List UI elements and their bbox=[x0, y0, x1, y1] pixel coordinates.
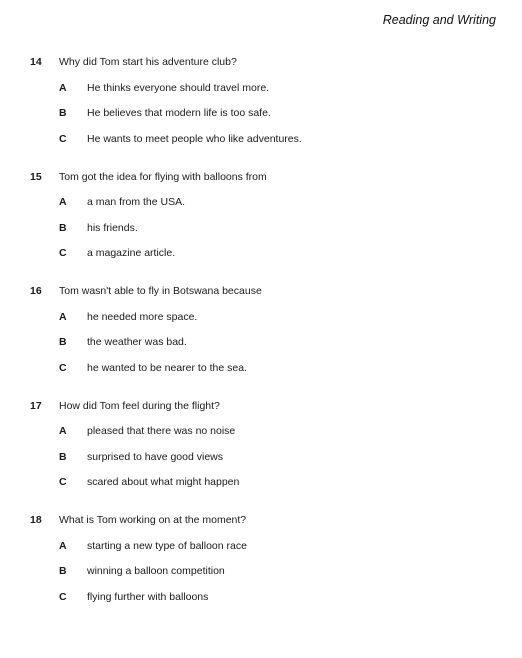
question-text: Why did Tom start his adventure club? bbox=[59, 56, 237, 68]
option-a bbox=[30, 422, 500, 440]
option-c bbox=[30, 588, 500, 606]
option-text: starting a new type of balloon race bbox=[87, 539, 247, 552]
option-text: He thinks everyone should travel more. bbox=[87, 81, 270, 94]
option-letter: A bbox=[59, 539, 67, 552]
option-c bbox=[30, 359, 500, 377]
option-letter: B bbox=[59, 107, 67, 119]
option-text: flying further with balloons bbox=[87, 590, 209, 603]
question-number: 18 bbox=[30, 514, 42, 526]
option-letter: B bbox=[59, 336, 67, 348]
question-text: Tom wasn't able to fly in Botswana because bbox=[59, 285, 262, 297]
option-letter: C bbox=[59, 590, 67, 603]
option-text: scared about what might happen bbox=[87, 476, 240, 488]
option-letter: A bbox=[59, 196, 67, 208]
question-14 bbox=[30, 53, 500, 168]
option-b bbox=[30, 219, 500, 237]
option-text: his friends. bbox=[87, 221, 138, 234]
option-text: he wanted to be nearer to the sea. bbox=[87, 361, 247, 374]
option-b bbox=[30, 333, 500, 351]
option-letter: A bbox=[59, 310, 67, 323]
option-letter: C bbox=[59, 361, 67, 374]
option-a bbox=[30, 193, 500, 211]
question-text: How did Tom feel during the flight? bbox=[59, 399, 220, 412]
question-number: 14 bbox=[30, 56, 42, 68]
option-text: surprised to have good views bbox=[87, 450, 223, 463]
question-15 bbox=[30, 168, 500, 283]
question-stem bbox=[30, 511, 500, 529]
option-text: He wants to meet people who like adventures. bbox=[87, 132, 302, 145]
page-header-title: Reading and Writing bbox=[382, 13, 496, 27]
question-18 bbox=[30, 511, 500, 626]
option-text: a magazine article. bbox=[87, 247, 176, 259]
question-stem bbox=[30, 397, 500, 415]
option-letter: C bbox=[59, 247, 67, 259]
question-text: Tom got the idea for flying with balloons from bbox=[59, 170, 267, 183]
option-text: winning a balloon competition bbox=[87, 565, 225, 577]
question-text: What is Tom working on at the moment? bbox=[59, 514, 247, 526]
question-stem bbox=[30, 53, 500, 71]
option-text: He believes that modern life is too safe. bbox=[87, 107, 271, 119]
option-letter: A bbox=[59, 81, 67, 94]
question-number: 15 bbox=[30, 170, 42, 183]
option-letter: C bbox=[59, 476, 67, 488]
option-c bbox=[30, 244, 500, 262]
option-b bbox=[30, 104, 500, 122]
question-16 bbox=[30, 282, 500, 397]
option-text: a man from the USA. bbox=[87, 196, 186, 208]
option-c bbox=[30, 130, 500, 148]
option-text: the weather was bad. bbox=[87, 336, 187, 348]
option-letter: B bbox=[59, 565, 67, 577]
option-b bbox=[30, 562, 500, 580]
option-text: pleased that there was no noise bbox=[87, 425, 236, 437]
option-c bbox=[30, 473, 500, 491]
option-b bbox=[30, 448, 500, 466]
option-a bbox=[30, 308, 500, 326]
question-17 bbox=[30, 397, 500, 512]
question-stem bbox=[30, 168, 500, 186]
option-letter: B bbox=[59, 450, 67, 463]
option-letter: A bbox=[59, 425, 67, 437]
question-number: 16 bbox=[30, 285, 42, 297]
question-stem bbox=[30, 282, 500, 300]
option-letter: C bbox=[59, 132, 67, 145]
option-a bbox=[30, 537, 500, 555]
question-number: 17 bbox=[30, 399, 42, 412]
question-list bbox=[30, 53, 500, 626]
option-text: he needed more space. bbox=[87, 310, 198, 323]
option-a bbox=[30, 79, 500, 97]
option-letter: B bbox=[59, 221, 67, 234]
